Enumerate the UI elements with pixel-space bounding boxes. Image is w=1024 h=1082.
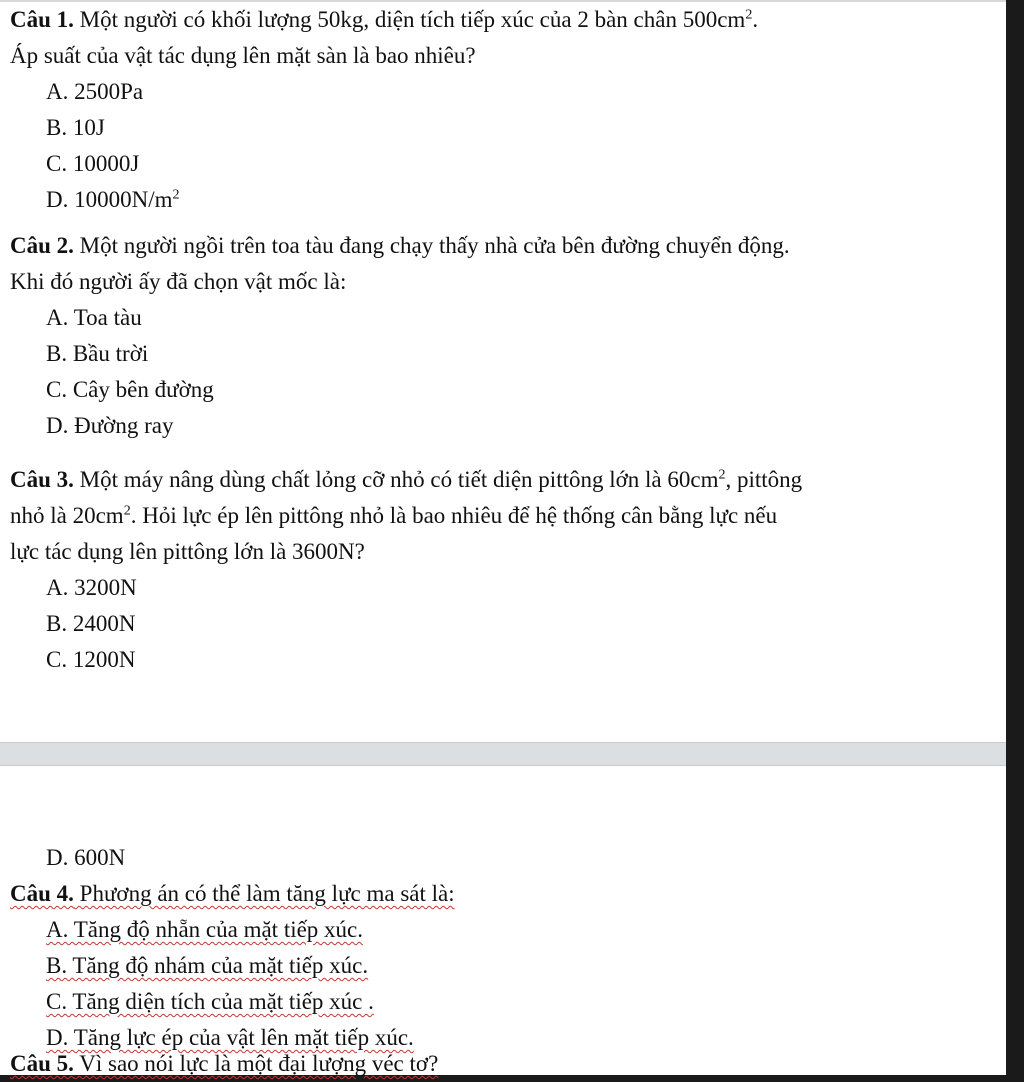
question-3-option-c: C. 1200N xyxy=(46,647,136,672)
question-2-option-d: D. Đường ray xyxy=(46,413,174,438)
question-1-option-d: D. $10000N/m^2$ xyxy=(46,187,180,212)
question-1-option-c: C. 10000J xyxy=(46,151,140,176)
question-4 xyxy=(10,876,986,1056)
question-4-label: Câu 4. xyxy=(10,881,74,906)
question-3-option-b: B. 2400N xyxy=(46,611,136,636)
question-1-option-b: B. 10J xyxy=(46,115,105,140)
question-5-label: Câu 5. xyxy=(10,1051,74,1076)
question-1-label: Câu 1. xyxy=(10,7,74,32)
question-4-option-b: B. Tăng độ nhám của mặt tiếp xúc. xyxy=(46,953,369,978)
question-2-option-c: C. Cây bên đường xyxy=(46,377,214,402)
question-2-stem-line-2: Khi đó người ấy đã chọn vật mốc là: xyxy=(10,269,347,294)
question-4-option-d: D. Tăng lực ép của vật lên mặt tiếp xúc. xyxy=(46,1025,414,1050)
question-1 xyxy=(10,2,986,218)
question-2-option-b: B. Bầu trời xyxy=(46,341,149,366)
question-3-label: Câu 3. xyxy=(10,467,74,492)
question-4-stem: Câu 4. Phương án có thể làm tăng lực ma sát là: xyxy=(10,881,455,906)
question-2-stem-line-1: Câu 2. Một người ngồi trên toa tàu đang chạy thấy nhà cửa bên đường chuyển động. xyxy=(10,233,790,258)
question-2-label: Câu 2. xyxy=(10,233,74,258)
question-3 xyxy=(10,462,986,678)
question-3-stem-line-1: Câu 3. Một máy nâng dùng chất lỏng cỡ nhỏ có tiết diện pittông lớn là $60cm^2$, pittông xyxy=(10,467,803,492)
question-1-stem-line-2: Áp suất của vật tác dụng lên mặt sàn là bao nhiêu? xyxy=(10,43,476,68)
question-5 xyxy=(10,1046,986,1082)
question-3-stem-line-3: lực tác dụng lên pittông lớn là 3600N? xyxy=(10,539,365,564)
question-5-stem: Câu 5. Vì sao nói lực là một đại lượng véc tơ? xyxy=(10,1051,439,1076)
question-2 xyxy=(10,228,986,444)
page-break xyxy=(0,742,1006,766)
question-3-stem-line-2: nhỏ là $20cm^2$. Hỏi lực ép lên pittông nhỏ là bao nhiêu để hệ thống cân bằng lực nếu xyxy=(10,503,778,528)
question-4-option-a: A. Tăng độ nhẵn của mặt tiếp xúc. xyxy=(46,917,364,942)
question-3-continued xyxy=(10,840,986,876)
question-2-option-a: A. Toa tàu xyxy=(46,305,142,330)
question-3-option-a: A. 3200N xyxy=(46,575,137,600)
question-4-option-c: C. Tăng diện tích của mặt tiếp xúc . xyxy=(46,989,374,1014)
question-3-option-d: D. 600N xyxy=(46,845,126,870)
question-1-option-a: A. 2500Pa xyxy=(46,79,144,104)
question-1-stem-line-1: Câu 1. Một người có khối lượng 50kg, diện tích tiếp xúc của 2 bàn chân $500cm^2$. xyxy=(10,7,759,32)
